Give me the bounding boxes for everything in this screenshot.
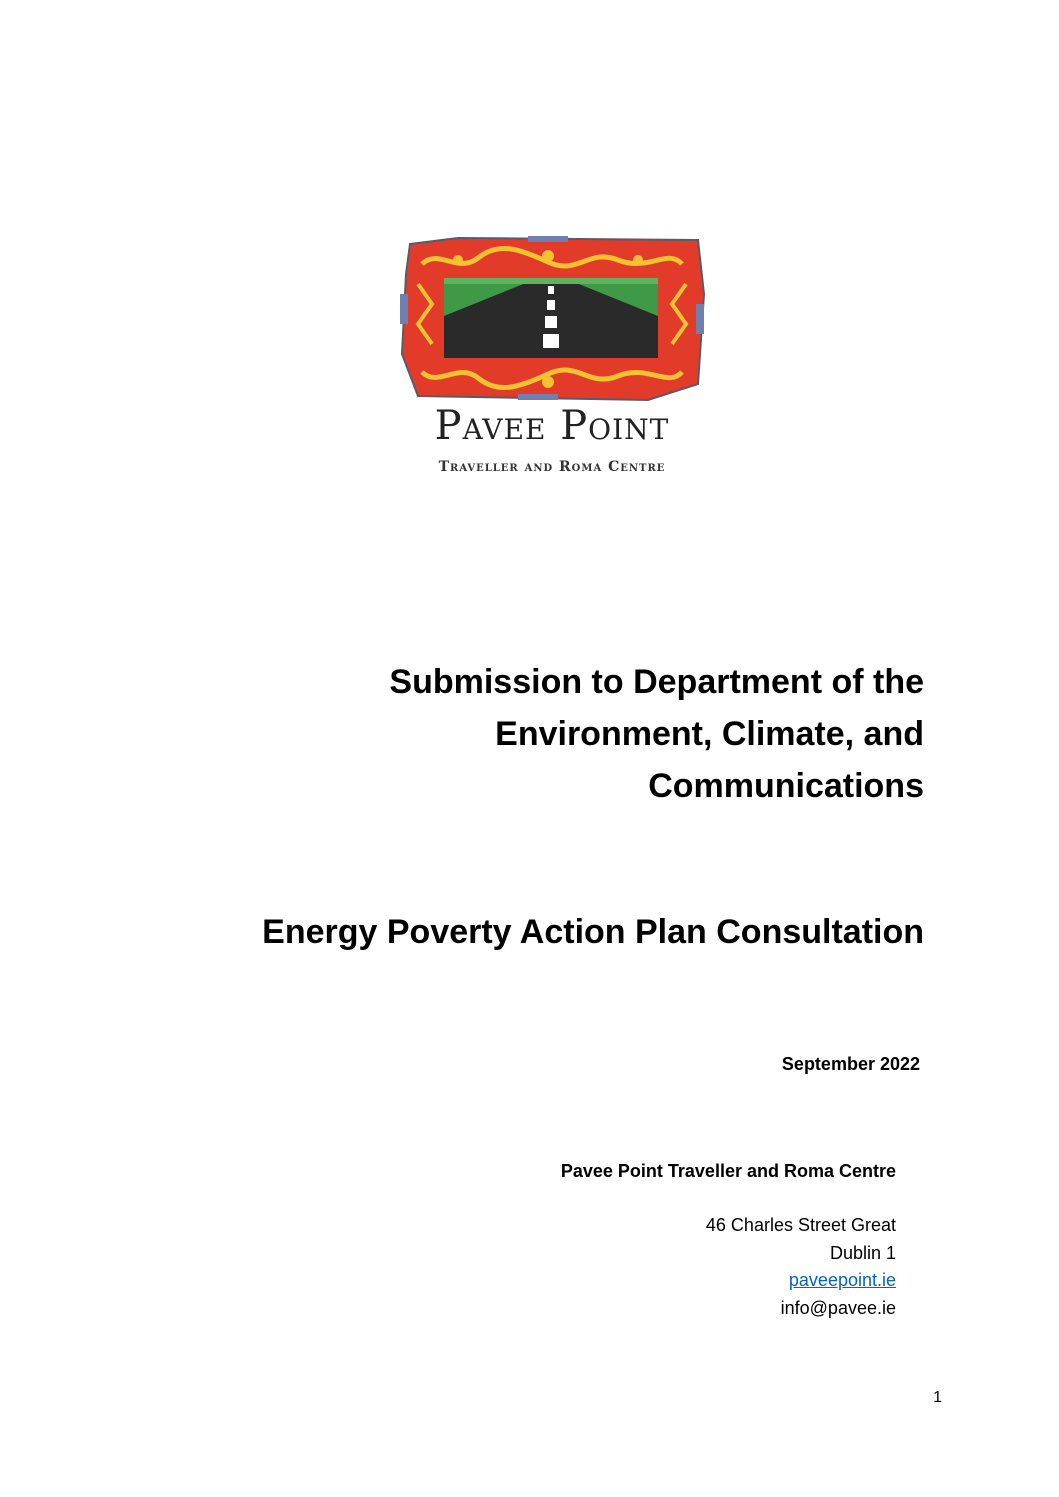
document-title: [284, 656, 924, 812]
pavee-point-logo: [398, 234, 706, 484]
title-line: Environment, Climate, and: [495, 715, 924, 753]
logo-subtitle: Traveller and Roma Centre: [438, 459, 666, 475]
website-link[interactable]: paveepoint.ie: [788, 1270, 896, 1290]
document-subtitle: Energy Poverty Action Plan Consultation: [262, 913, 924, 951]
logo-name: Pavee Point: [434, 403, 670, 449]
contact-email: info@pavee.ie: [780, 1297, 896, 1318]
address-street: 46 Charles Street Great: [705, 1215, 896, 1235]
organisation-name: Pavee Point Traveller and Roma Centre: [560, 1161, 896, 1181]
title-line: Submission to Department of the: [389, 663, 924, 701]
title-line: Communications: [648, 767, 924, 805]
document-date: September 2022: [781, 1054, 920, 1074]
contact-address: [706, 1212, 896, 1322]
logo-emblem: [398, 234, 706, 404]
page-number: 1: [933, 1389, 942, 1406]
address-city: Dublin 1: [829, 1242, 896, 1263]
